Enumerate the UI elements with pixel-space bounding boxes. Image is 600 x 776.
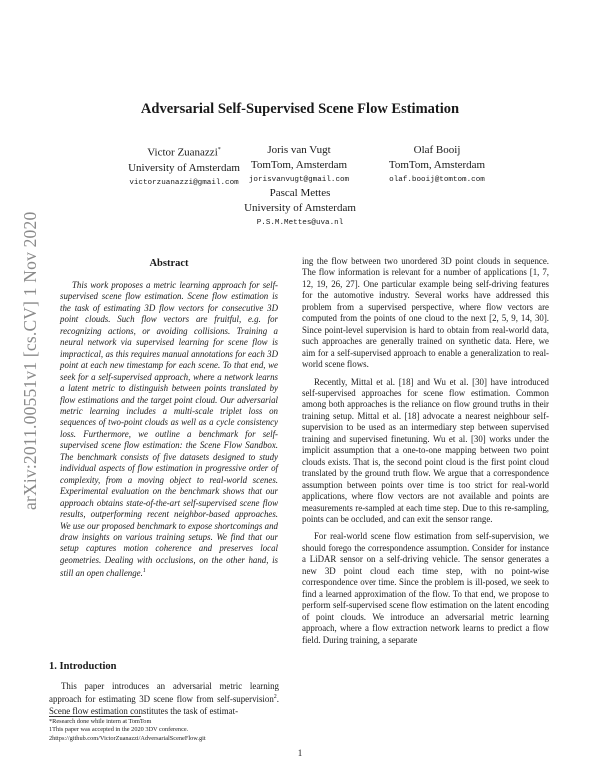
author-mark: * xyxy=(217,147,221,153)
intro-text-cont: . Scene flow estimation constitutes the task of estimat- xyxy=(49,694,279,716)
footnote: 2https://github.com/VictorZuanazzi/AdversarialSceneFlow.git xyxy=(49,734,206,742)
footnote-mark: 1 xyxy=(142,568,146,575)
section-heading-introduction: 1. Introduction xyxy=(49,661,117,672)
author-name: Victor Zuanazzi xyxy=(147,146,218,159)
author-name: Joris van Vugt xyxy=(267,144,331,156)
abstract-text: This work proposes a metric learning approach for self-supervised scene flow estimation. Scene flow estimation is the task of estimating 3D flow vectors for consecutive 3D point clouds. Such flow vectors are fruitful, e.g. for recognizing actions, or avoiding collisions. Training a neural network via supervised learning for scene flow is impractical, as this requires manual annotations for each 3D point at each new timestamp for each scene. To that end, we seek for a self-supervised approach, where a network learns a latent metric to distinguish between points translated by flow estimations and the target point cloud. Our adversarial metric learning includes a multi-scale triplet loss on sequences of two-point clouds as well as a cycle consistency loss. Furthermore, we outline a benchmark for self-supervised scene flow estimation: the Scene Flow Sandbox. The benchmark consists of five datasets designed to study individual aspects of flow estimation in progressive order of complexity, from a moving object to real-world scenes. Experimental evaluation on the benchmark shows that our approach obtains state-of-the-art self-supervised scene flow results, outperforming recent neighbor-based approaches. We use our proposed benchmark to expose shortcomings and draw insights on various training setups. We find that our setup captures motion coherence and preserves local geometries. Dealing with occlusions, on the other hand, is still an open challenge. xyxy=(60,280,278,579)
author-name: Olaf Booij xyxy=(413,144,461,156)
paper-title: Adversarial Self-Supervised Scene Flow Estimation xyxy=(140,101,460,117)
abstract-body xyxy=(60,280,278,580)
body-paragraph: For real-world scene flow estimation from self-supervision, we should forego the correspondence assumption. Consider for instance a LiDAR sensor on a self-driving vehicle. The sensor generates a new 3D point cloud each time step, with no point-wise correspondence over time. Since the problem is ill-posed, we seek to find a learned approximation of the flow. To that end, we propose to perform self-supervised scene flow estimation on the latent encoding of point clouds. We introduce an adversarial metric learning approach, where a flow extraction network learns to predict a flow field. During training, a separate xyxy=(302,531,549,645)
right-column xyxy=(302,256,549,646)
footnote-mark: 2 xyxy=(273,694,277,701)
author-email: jorisvanvugt@gmail.com xyxy=(248,176,350,184)
footnotes xyxy=(49,718,289,743)
author-block-4 xyxy=(200,186,400,231)
body-paragraph: ing the flow between two unordered 3D point clouds in sequence. The flow information is relevant for a number of applications [1, 7, 12, 19, 26, 27]. One particular example being self-driving features for the automotive industry. Several works have addressed this problem from a supervised perspective, where flow vectors are computed from the points of one cloud to the next [2, 5, 9, 14, 30]. Since point-level supervision is hard to obtain from real-world data, such approaches are generally trained on synthetic data. Here, we aim for a self-supervised approach to enable a generalization to real-world scene flows. xyxy=(302,256,549,370)
abstract-heading: Abstract xyxy=(149,258,189,269)
author-name: Pascal Mettes xyxy=(269,187,331,199)
intro-text: This paper introduces an adversarial metric learning approach for estimating 3D scene flow from self-supervision xyxy=(49,681,279,705)
page-number: 1 xyxy=(297,748,303,758)
author-email: P.S.M.Mettes@uva.nl xyxy=(256,219,344,227)
footnote: 1This paper was accepted in the 2020 3DV conference. xyxy=(49,726,189,734)
author-affiliation: TomTom, Amsterdam xyxy=(250,159,348,171)
footnote: *Research done while intern at TomTom xyxy=(49,718,152,725)
author-affiliation: University of Amsterdam xyxy=(128,161,240,174)
footnote-rule xyxy=(49,716,141,717)
author-block-3 xyxy=(337,143,537,188)
arxiv-stamp: arXiv:2011.00551v1 [cs.CV] 1 Nov 2020 xyxy=(20,211,40,510)
author-email: victorzuanazzi@gmail.com xyxy=(129,178,239,187)
body-paragraph: Recently, Mittal et al. [18] and Wu et al. [30] have introduced self-supervised approaches for scene flow estimation. Common among both approaches is the reliance on flow ground truths in their training setup. Mittal et al. [18] advocate a nearest neighbour self-supervision to be used as an intermediary step between supervised training and supervised finetuning. Wu et al. [30] works under the implicit assumption that a one-to-one mapping between two point clouds exists. That is, the second point cloud is the first point cloud translated by the ground truth flow. We argue that a correspondence assumption between points over time is too strict for real-world applications, where flow vectors are not available and points are measurements re-sampled at each time step. Due to this re-sampling, points can be occluded, and can exit the sensor range. xyxy=(302,376,549,524)
author-affiliation: University of Amsterdam xyxy=(244,202,356,214)
intro-paragraph xyxy=(49,681,279,717)
author-email: olaf.booij@tomtom.com xyxy=(389,176,485,184)
author-affiliation: TomTom, Amsterdam xyxy=(388,159,486,171)
